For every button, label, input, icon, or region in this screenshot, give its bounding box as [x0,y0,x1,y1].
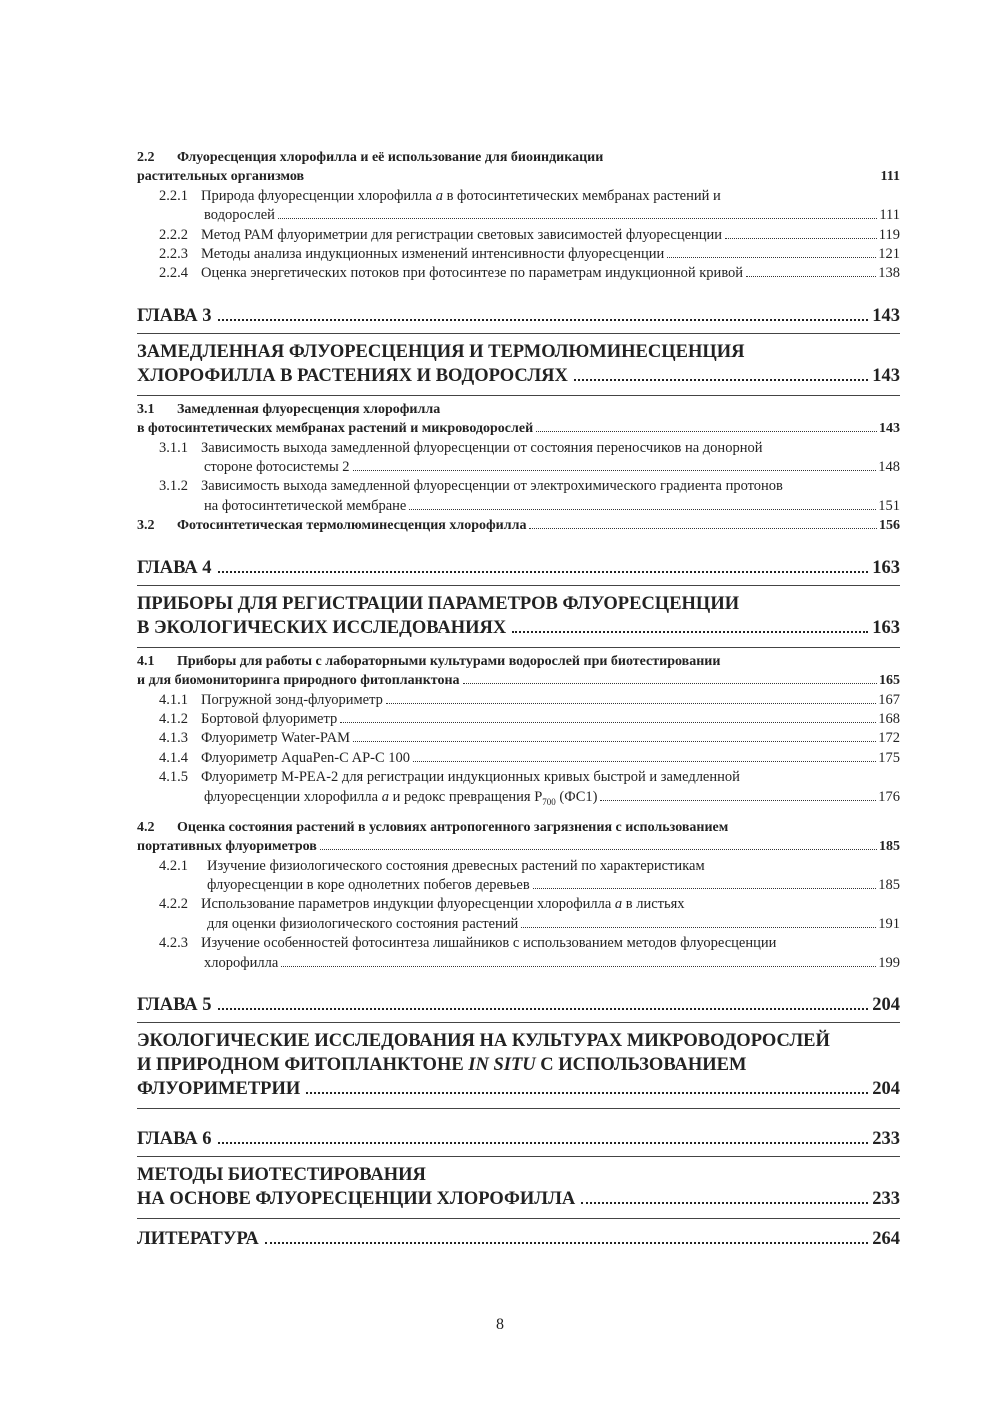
chapter-page: 143 [872,305,900,326]
entry-page: 138 [878,265,900,282]
section-title-line1: Оценка состояния растений в условиях антропогенного загрязнения с использованием [177,819,729,835]
toc-entry-2-2-1[interactable] [137,187,900,226]
section-title-line2: растительных организмов [137,169,305,185]
chapter-6-title[interactable] [137,1163,900,1211]
entry-title-line2: на фотосинтетической мембране [204,497,407,514]
toc-chapter-5[interactable] [137,993,900,1017]
entry-page: 148 [878,459,900,476]
entry-page: 176 [878,788,900,805]
section-page: 111 [880,169,900,185]
entry-title-italic: a [614,896,623,913]
entry-page: 191 [878,915,900,932]
leader-dots [320,849,877,850]
toc-entry-4-1-3[interactable] [137,729,900,748]
section-title-line1: Приборы для работы с лабораторными культурами водорослей при биотестировании [177,653,721,669]
leader-dots [278,218,877,219]
leader-dots [281,966,876,967]
chapter-3-title[interactable] [137,340,900,388]
section-number: 3.2 [137,518,155,534]
toc-entry-4-1-1[interactable] [137,691,900,710]
entry-title-italic: a [381,788,389,805]
entry-number: 4.2.3 [159,935,188,952]
entry-title-part: в фотосинтетических мембранах растений и [442,187,721,204]
entry-title-line1: Флуориметр М-PEA-2 для регистрации индукционных кривых быстрой и замедленной [201,769,740,786]
table-of-contents [137,148,900,1251]
section-title-line2: в фотосинтетических мембранах растений и микроводорослей [137,421,534,437]
entry-title: Погружной зонд-флуориметр [201,691,383,708]
leader-dots [529,528,877,529]
chapter-title-line2: НА ОСНОВЕ ФЛУОРЕСЦЕНЦИИ ХЛОРОФИЛЛА [137,1189,576,1210]
section-page: 143 [879,421,900,437]
leader-dots [600,800,876,801]
toc-entry-2-2-4[interactable] [137,264,900,283]
entry-page: 199 [878,954,900,971]
chapter-title-line2: В ЭКОЛОГИЧЕСКИХ ИССЛЕДОВАНИЯХ [137,617,507,638]
entry-title-part: Природа флуоресценции хлорофилла [201,187,436,204]
entry-title-part: флуоресценции хлорофилла [204,788,382,805]
entry-title-italic: a [435,187,443,204]
entry-number: 2.2.2 [159,226,188,243]
leader-dots [340,722,876,723]
leader-dots [533,888,877,889]
entry-number: 2.2.4 [159,265,188,282]
toc-section-3-2[interactable] [137,516,900,535]
section-title: Фотосинтетическая термолюминесценция хлорофилла [177,518,527,534]
entry-title-line2: хлорофилла [204,954,279,971]
toc-section-4-1[interactable] [137,652,900,691]
leader-dots [353,741,876,742]
entry-title-line1: Изучение особенностей фотосинтеза лишайников с использованием методов флуоресценции [201,935,777,952]
entry-title: Метод РАМ флуориметрии для регистрации световых зависимостей флуоресценции [201,226,723,243]
entry-page: 185 [878,877,900,894]
entry-number: 3.1.2 [159,478,188,495]
entry-page: 151 [878,497,900,514]
toc-entry-4-1-2[interactable] [137,710,900,729]
entry-number: 3.1.1 [159,439,188,456]
toc-entry-2-2-2[interactable] [137,226,900,245]
entry-title-line2: стороне фотосистемы 2 [204,459,350,476]
chapter-title-line1: ЗАМЕДЛЕННАЯ ФЛУОРЕСЦЕНЦИЯ И ТЕРМОЛЮМИНЕСЦЕНЦИЯ [137,341,745,362]
toc-entry-4-2-2[interactable] [137,895,900,934]
entry-title: Бортовой флуориметр [201,710,338,727]
leader-dots [512,631,868,633]
toc-chapter-4[interactable] [137,556,900,580]
toc-section-4-2[interactable] [137,818,900,857]
toc-literature[interactable] [137,1227,900,1251]
entry-number: 4.1.5 [159,769,188,786]
chapter-label: ГЛАВА 6 [137,1129,212,1150]
entry-title-line2: для оценки физиологического состояния растений [207,915,519,932]
leader-dots [413,761,876,762]
entry-title-part: Использование параметров индукции флуоресценции хлорофилла [201,896,615,913]
entry-number: 4.1.3 [159,730,188,747]
toc-entry-4-2-1[interactable] [137,857,900,896]
entry-title: Оценка энергетических потоков при фотосинтезе по параметрам индукционной кривой [201,265,744,282]
chapter-4-title[interactable] [137,592,900,640]
entry-title-line2: водорослей [204,207,275,224]
toc-entry-3-1-1[interactable] [137,439,900,478]
toc-section-3-1[interactable] [137,400,900,439]
section-title-line1: Флуоресценция хлорофилла и её использование для биоиндикации [177,150,604,165]
toc-entry-4-1-4[interactable] [137,749,900,768]
literature-page: 264 [872,1229,900,1250]
leader-dots [386,703,876,704]
section-number: 4.1 [137,653,155,669]
toc-chapter-6[interactable] [137,1127,900,1151]
entry-title: Флуориметр Water-PAM [201,730,351,747]
entry-title-line1: Зависимость выхода замедленной флуоресценции от состояния переносчиков на донорной [201,439,763,456]
entry-title-line2: флуоресценции в коре однолетних побегов деревьев [207,877,530,894]
leader-dots [521,927,876,928]
chapter-title-part: И ПРИРОДНОМ ФИТОПЛАНКТОНЕ [137,1055,469,1076]
entry-title: Флуориметр AquaPen-C AP-C 100 [201,749,411,766]
leader-dots [574,379,868,381]
entry-page: 168 [878,710,900,727]
entry-page: 175 [878,749,900,766]
section-title-line1: Замедленная флуоресценция хлорофилла [177,401,441,417]
entry-page: 121 [878,246,900,263]
chapter-page: 163 [872,557,900,578]
leader-dots [463,683,877,684]
chapter-page: 204 [872,995,900,1016]
toc-entry-4-1-5[interactable] [137,768,900,812]
literature-label: ЛИТЕРАТУРА [137,1229,259,1250]
leader-dots [746,276,876,277]
leader-dots [218,1008,869,1010]
leader-dots [218,1142,869,1144]
leader-dots [725,238,877,239]
chapter-title-page: 204 [872,1079,900,1100]
toc-chapter-3[interactable] [137,304,900,328]
leader-dots [353,470,877,471]
leader-dots [667,257,876,258]
chapter-title-page: 233 [872,1189,900,1210]
entry-title-part: и редокс превращения Р [388,788,543,805]
entry-number: 2.2.1 [159,187,188,204]
chapter-label: ГЛАВА 3 [137,305,212,326]
chapter-title-line3: ФЛУОРИМЕТРИИ [137,1079,301,1100]
chapter-title-line2: ХЛОРОФИЛЛА В РАСТЕНИЯХ И ВОДОРОСЛЯХ [137,365,568,386]
entry-page: 172 [878,730,900,747]
section-title-line2: портативных флуориметров [137,839,317,855]
entry-title-line1: Зависимость выхода замедленной флуоресценции от электрохимического градиента протонов [201,478,783,495]
chapter-title-italic: IN SITU [468,1055,536,1076]
chapter-label: ГЛАВА 5 [137,995,212,1016]
entry-number: 4.2.1 [159,857,188,874]
toc-section-2-2[interactable] [137,148,900,187]
entry-page: 111 [879,207,900,224]
section-number: 2.2 [137,150,155,165]
leader-dots [218,571,869,573]
toc-entry-3-1-2[interactable] [137,477,900,516]
chapter-page: 233 [872,1129,900,1150]
leader-dots [409,509,876,510]
section-page: 156 [879,518,900,534]
section-page: 185 [879,839,900,855]
chapter-title-line1: ЭКОЛОГИЧЕСКИЕ ИССЛЕДОВАНИЯ НА КУЛЬТУРАХ МИКРОВОДОРОСЛЕЙ [137,1031,830,1052]
toc-entry-2-2-3[interactable] [137,245,900,264]
section-page: 165 [879,673,900,689]
chapter-title-line1: МЕТОДЫ БИОТЕСТИРОВАНИЯ [137,1165,426,1186]
entry-title-part: (ФС1) [555,788,598,805]
entry-title-part: в листьях [622,896,685,913]
entry-title-subscript: 700 [542,796,556,807]
entry-number: 2.2.3 [159,246,188,263]
chapter-title-page: 143 [872,365,900,386]
chapter-title-page: 163 [872,617,900,638]
leader-dots [536,431,877,432]
leader-dots [265,1242,869,1244]
chapter-label: ГЛАВА 4 [137,557,212,578]
chapter-5-title[interactable] [137,1029,900,1101]
chapter-title-part: С ИСПОЛЬЗОВАНИЕМ [535,1055,747,1076]
entry-title: Методы анализа индукционных изменений интенсивности флуоресценции [201,246,665,263]
entry-number: 4.1.4 [159,749,188,766]
section-number: 4.2 [137,819,155,835]
section-number: 3.1 [137,401,155,417]
entry-page: 167 [878,691,900,708]
entry-number: 4.2.2 [159,896,188,913]
leader-dots [218,319,869,321]
leader-dots [306,1092,868,1094]
chapter-title-line1: ПРИБОРЫ ДЛЯ РЕГИСТРАЦИИ ПАРАМЕТРОВ ФЛУОРЕСЦЕНЦИИ [137,593,740,614]
entry-number: 4.1.1 [159,691,188,708]
section-title-line2: и для биомониторинга природного фитопланктона [137,673,460,689]
entry-number: 4.1.2 [159,710,188,727]
page-number: 8 [496,1316,504,1333]
toc-entry-4-2-3[interactable] [137,934,900,973]
entry-title-line1: Изучение физиологического состояния древесных растений по характеристикам [207,857,705,874]
entry-page: 119 [878,226,900,243]
leader-dots [581,1202,868,1204]
